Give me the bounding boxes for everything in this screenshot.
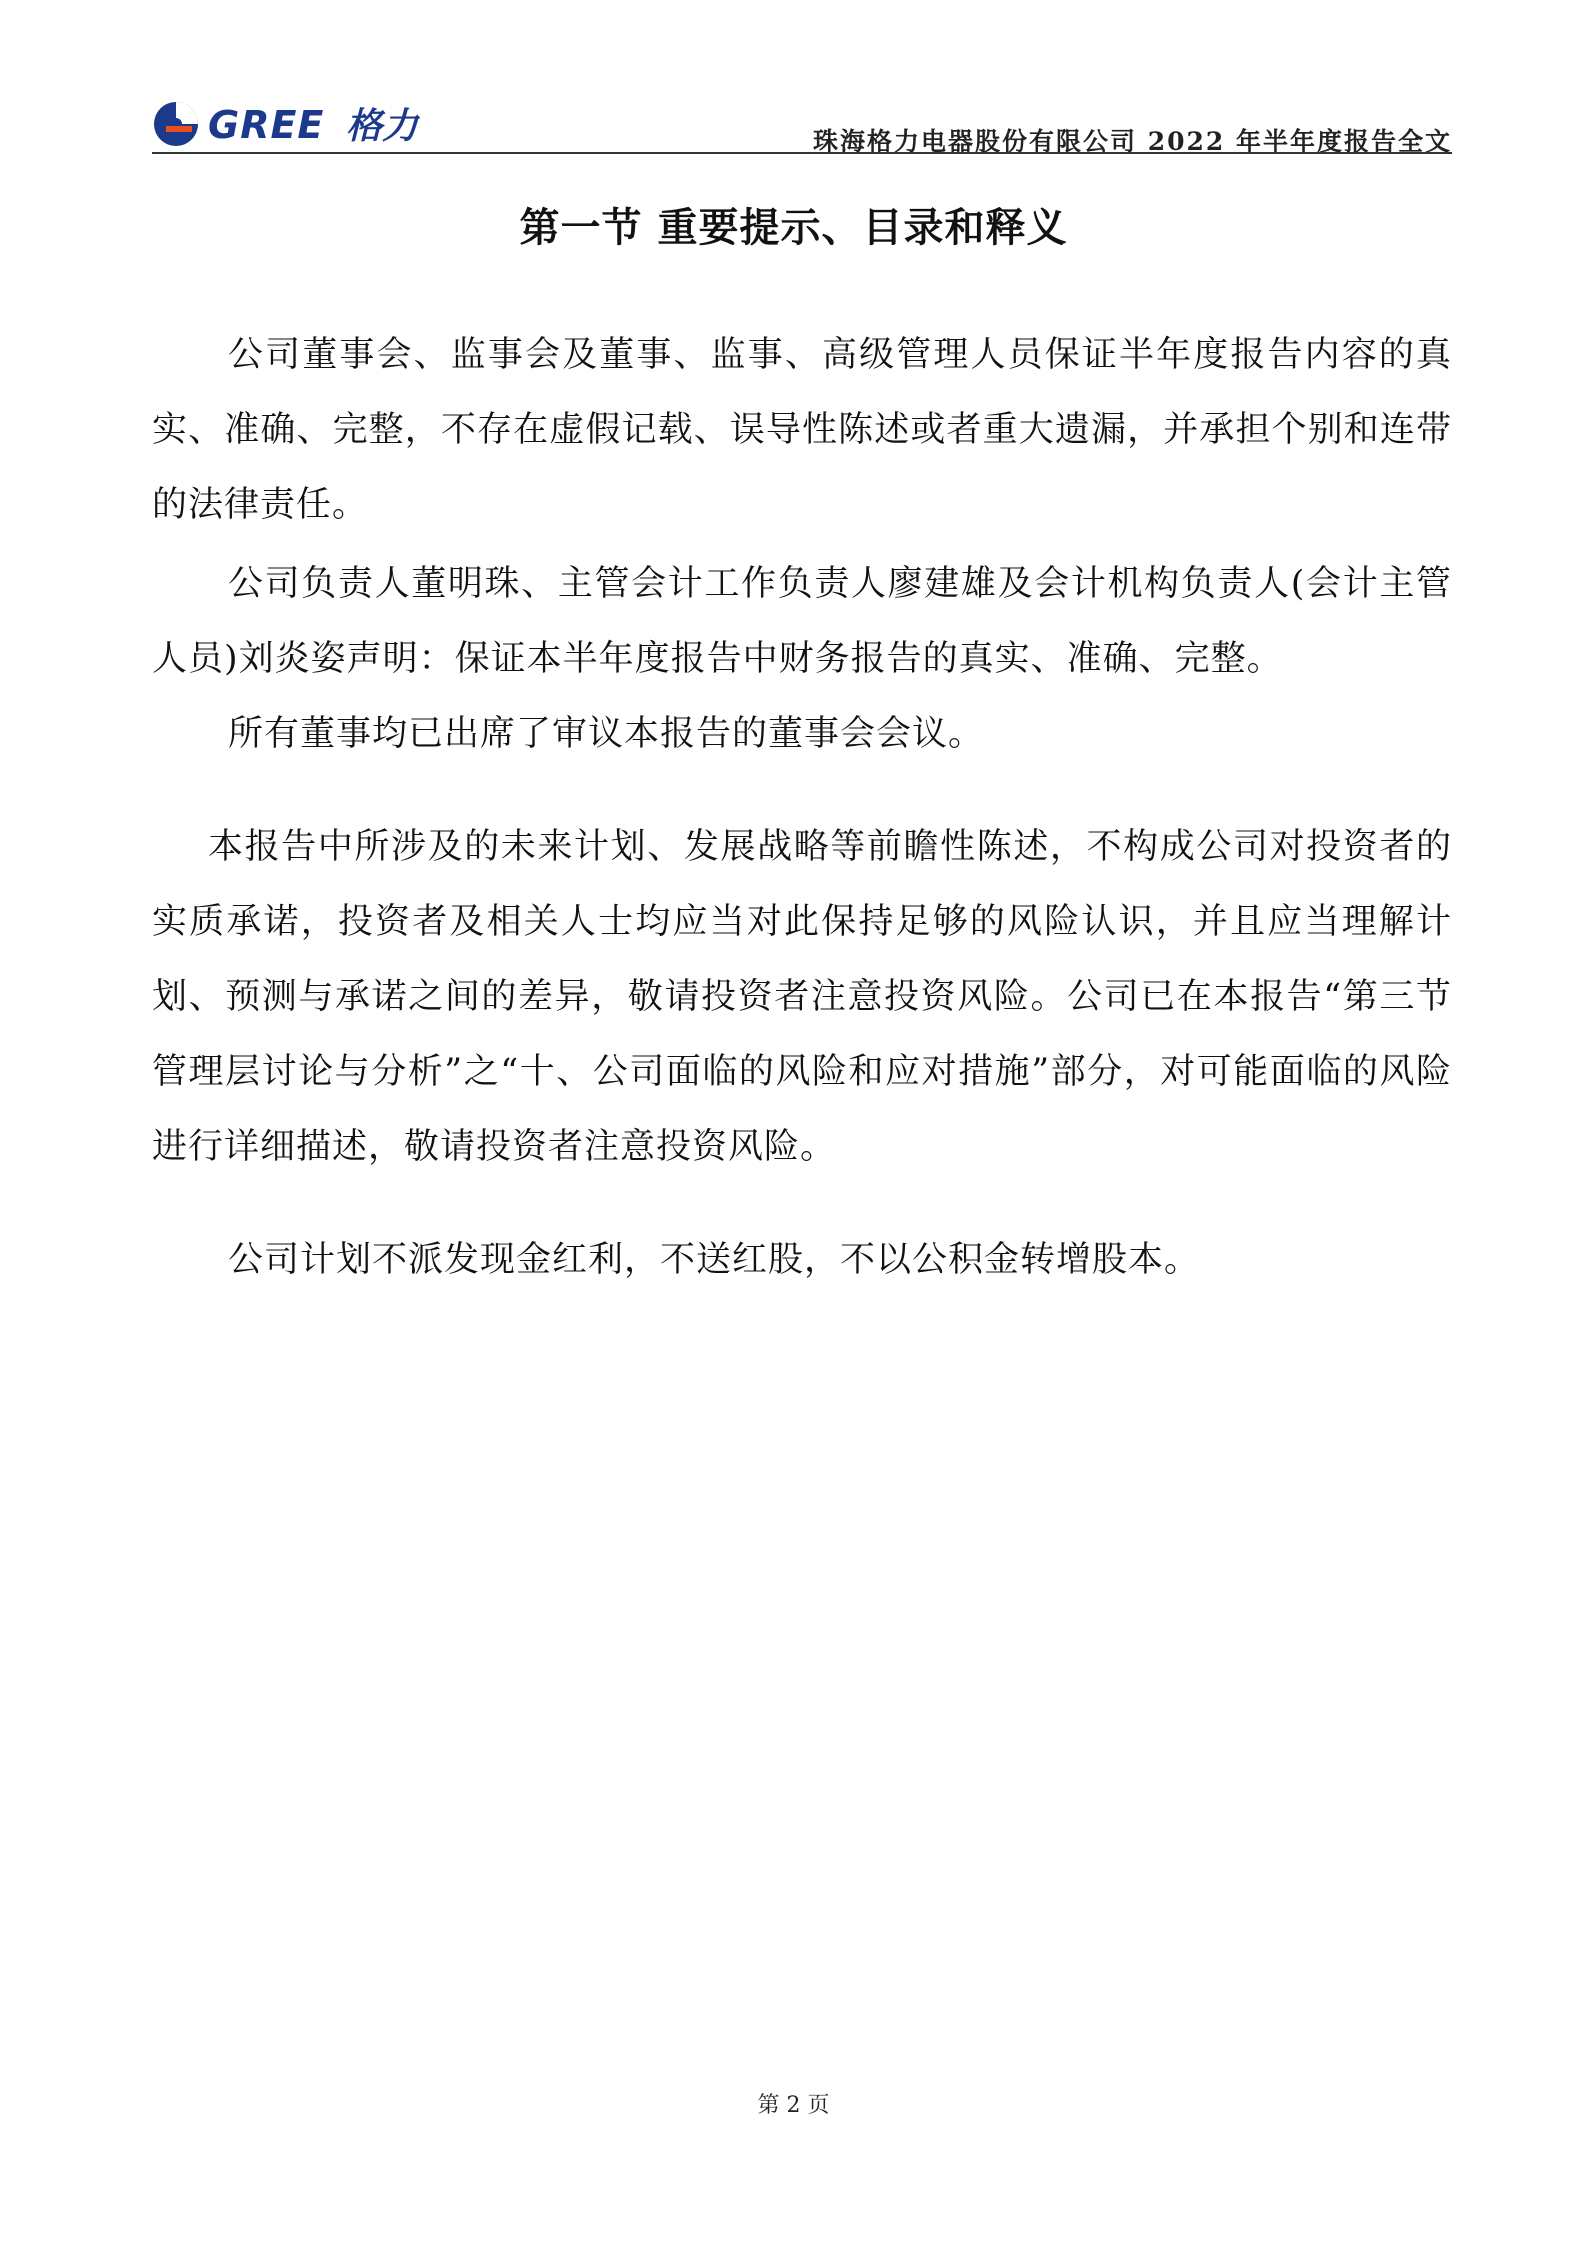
svg-text:GREE: GREE [208,103,325,147]
paragraph-board-guarantee: 公司董事会、监事会及董事、监事、高级管理人员保证半年度报告内容的真实、准确、完整，不存在虚假记载、误导性陈述或者重大遗漏，并承担个别和连带的法律责任。 [152,335,1452,525]
gree-logo [152,90,452,150]
page-number: 第 2 页 [757,2093,830,2118]
page-header [152,90,1452,156]
spacer [152,1185,1452,1223]
document-body [152,318,1452,1298]
section-title: 第一节 重要提示、目录和释义 [519,205,1068,251]
header-divider [152,152,1452,154]
paragraph-responsible-persons: 公司负责人董明珠、主管会计工作负责人廖建雄及会计机构负责人(会计主管人员)刘炎姿声明：保证本半年度报告中财务报告的真实、准确、完整。 [152,564,1452,679]
svg-text:格力: 格力 [346,106,419,147]
spacer [152,772,1452,810]
paragraph-directors-attendance: 所有董事均已出席了审议本报告的董事会会议。 [228,714,985,754]
paragraph-dividend-plan: 公司计划不派发现金红利，不送红股，不以公积金转增股本。 [228,1240,1201,1280]
paragraph-forward-looking: 本报告中所涉及的未来计划、发展战略等前瞻性陈述，不构成公司对投资者的实质承诺，投资者及相关人士均应当对此保持足够的风险认识，并且应当理解计划、预测与承诺之间的差异，敬请投资者注意投资风险。公司已在本报告“第三节管理层讨论与分析”之“十、公司面临的风险和应对措施”部分，对可能面临的风险进行详细描述，敬请投资者注意投资风险。 [152,827,1452,1167]
header-title: 珠海格力电器股份有限公司 2022 年半年度报告全文 [813,127,1452,156]
